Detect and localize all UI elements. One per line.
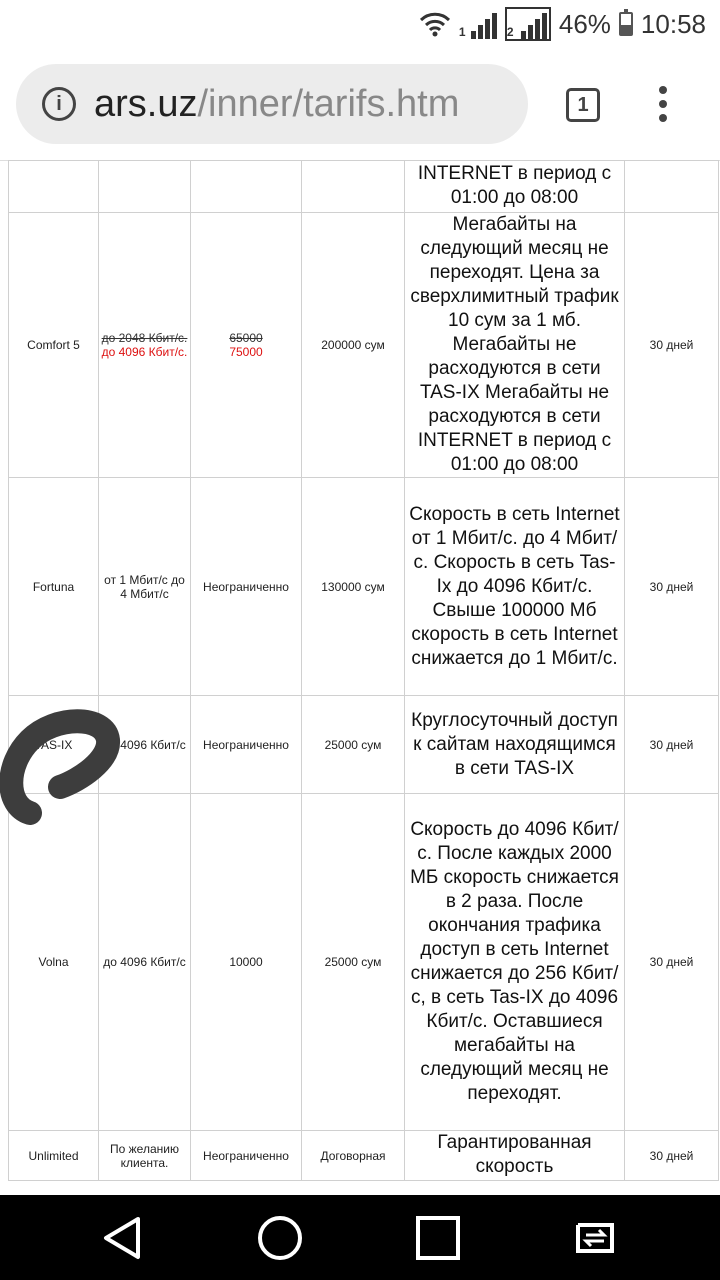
tariff-description: Мегабайты на следующий месяц не переходят. Цена за сверхлимитный трафик 10 сум за 1 мб. Мегабайты не расходуются в сети TAS-IX Мегабайты не расходуются в сети INTERNET в период с 01:00 до 08:00 bbox=[405, 213, 625, 478]
tariff-price: 200000 сум bbox=[302, 213, 405, 478]
table-row bbox=[9, 213, 719, 478]
signal-sim1-icon: 1 bbox=[459, 9, 497, 39]
url-text[interactable]: ars.uz/inner/tarifs.htm bbox=[94, 82, 460, 125]
tariff-price: 25000 сум bbox=[302, 696, 405, 794]
tariff-description: Скорость в сеть Internet от 1 Мбит/с. до 4 Мбит/с. Скорость в сеть Tas-Ix до 4096 Кбит/с. Свыше 100000 Мб скорость в сеть Internet снижается до 1 Мбит/с. bbox=[405, 478, 625, 696]
tariff-name: Unlimited bbox=[9, 1131, 99, 1181]
table-row bbox=[9, 161, 719, 213]
tariff-traffic: Неограниченно bbox=[191, 1131, 302, 1181]
tariff-traffic: Неограниченно bbox=[191, 696, 302, 794]
old-speed: до 2048 Кбит/с. bbox=[101, 331, 188, 345]
tariff-description: Круглосуточный доступ к сайтам находящимся в сети TAS-IX bbox=[405, 696, 625, 794]
tariff-speed: до 4096 Кбит/с bbox=[99, 696, 191, 794]
dual-window-icon[interactable] bbox=[572, 1215, 618, 1261]
tariff-traffic bbox=[191, 161, 302, 213]
table-row bbox=[9, 1131, 719, 1181]
tariff-price: 25000 сум bbox=[302, 794, 405, 1131]
tariff-description: INTERNET в период с 01:00 до 08:00 bbox=[405, 161, 625, 213]
browser-toolbar bbox=[0, 48, 720, 161]
battery-percent: 46% bbox=[558, 8, 611, 39]
tariff-traffic bbox=[191, 213, 302, 478]
signal-sim2-icon: 2 bbox=[505, 7, 551, 41]
tariff-description: Гарантированная скорость bbox=[405, 1131, 625, 1181]
tariff-period: 30 дней bbox=[625, 1131, 719, 1181]
tariff-price bbox=[302, 161, 405, 213]
tariff-speed bbox=[99, 213, 191, 478]
table-row bbox=[9, 696, 719, 794]
page-content[interactable] bbox=[0, 160, 720, 1195]
tariff-name: Fortuna bbox=[9, 478, 99, 696]
clock: 10:58 bbox=[640, 8, 706, 39]
tariff-price: Договорная bbox=[302, 1131, 405, 1181]
tariffs-table bbox=[8, 160, 719, 1181]
tab-switcher-button[interactable]: 1 bbox=[566, 88, 600, 122]
tariff-speed: до 4096 Кбит/с bbox=[99, 794, 191, 1131]
tariff-price: 130000 сум bbox=[302, 478, 405, 696]
tariff-description: Скорость до 4096 Кбит/с. После каждых 2000 МБ скорость снижается в 2 раза. После окончания трафика доступ в сеть Internet снижается до 256 Кбит/с, в сеть Tas-IX до 4096 Кбит/с. Оставшиеся мегабайты на следующий месяц не переходят. bbox=[405, 794, 625, 1131]
tariff-traffic: Неограниченно bbox=[191, 478, 302, 696]
old-traffic: 65000 bbox=[229, 331, 263, 345]
tariff-period: 30 дней bbox=[625, 478, 719, 696]
recents-icon[interactable] bbox=[415, 1215, 461, 1261]
battery-icon bbox=[619, 12, 633, 36]
new-traffic: 75000 bbox=[229, 345, 263, 359]
tariff-period: 30 дней bbox=[625, 696, 719, 794]
table-row bbox=[9, 794, 719, 1131]
new-speed: до 4096 Кбит/с. bbox=[101, 345, 188, 359]
wifi-icon bbox=[419, 11, 451, 37]
tariff-period bbox=[625, 161, 719, 213]
tariff-speed bbox=[99, 161, 191, 213]
overflow-menu-icon[interactable] bbox=[656, 86, 670, 126]
tariff-name: TAS-IX bbox=[9, 696, 99, 794]
tariff-period: 30 дней bbox=[625, 213, 719, 478]
table-row bbox=[9, 478, 719, 696]
address-bar[interactable] bbox=[16, 64, 528, 144]
home-icon[interactable] bbox=[257, 1215, 303, 1261]
info-icon[interactable]: i bbox=[42, 87, 76, 121]
back-icon[interactable] bbox=[100, 1215, 146, 1261]
status-bar bbox=[0, 0, 720, 48]
tariff-period: 30 дней bbox=[625, 794, 719, 1131]
tariff-speed: По желанию клиента. bbox=[99, 1131, 191, 1181]
tariff-speed: от 1 Мбит/с до 4 Мбит/с bbox=[99, 478, 191, 696]
tariff-name: Comfort 5 bbox=[9, 213, 99, 478]
tariff-name bbox=[9, 161, 99, 213]
tariff-name: Volna bbox=[9, 794, 99, 1131]
tariff-traffic: 10000 bbox=[191, 794, 302, 1131]
navigation-bar bbox=[0, 1195, 720, 1280]
